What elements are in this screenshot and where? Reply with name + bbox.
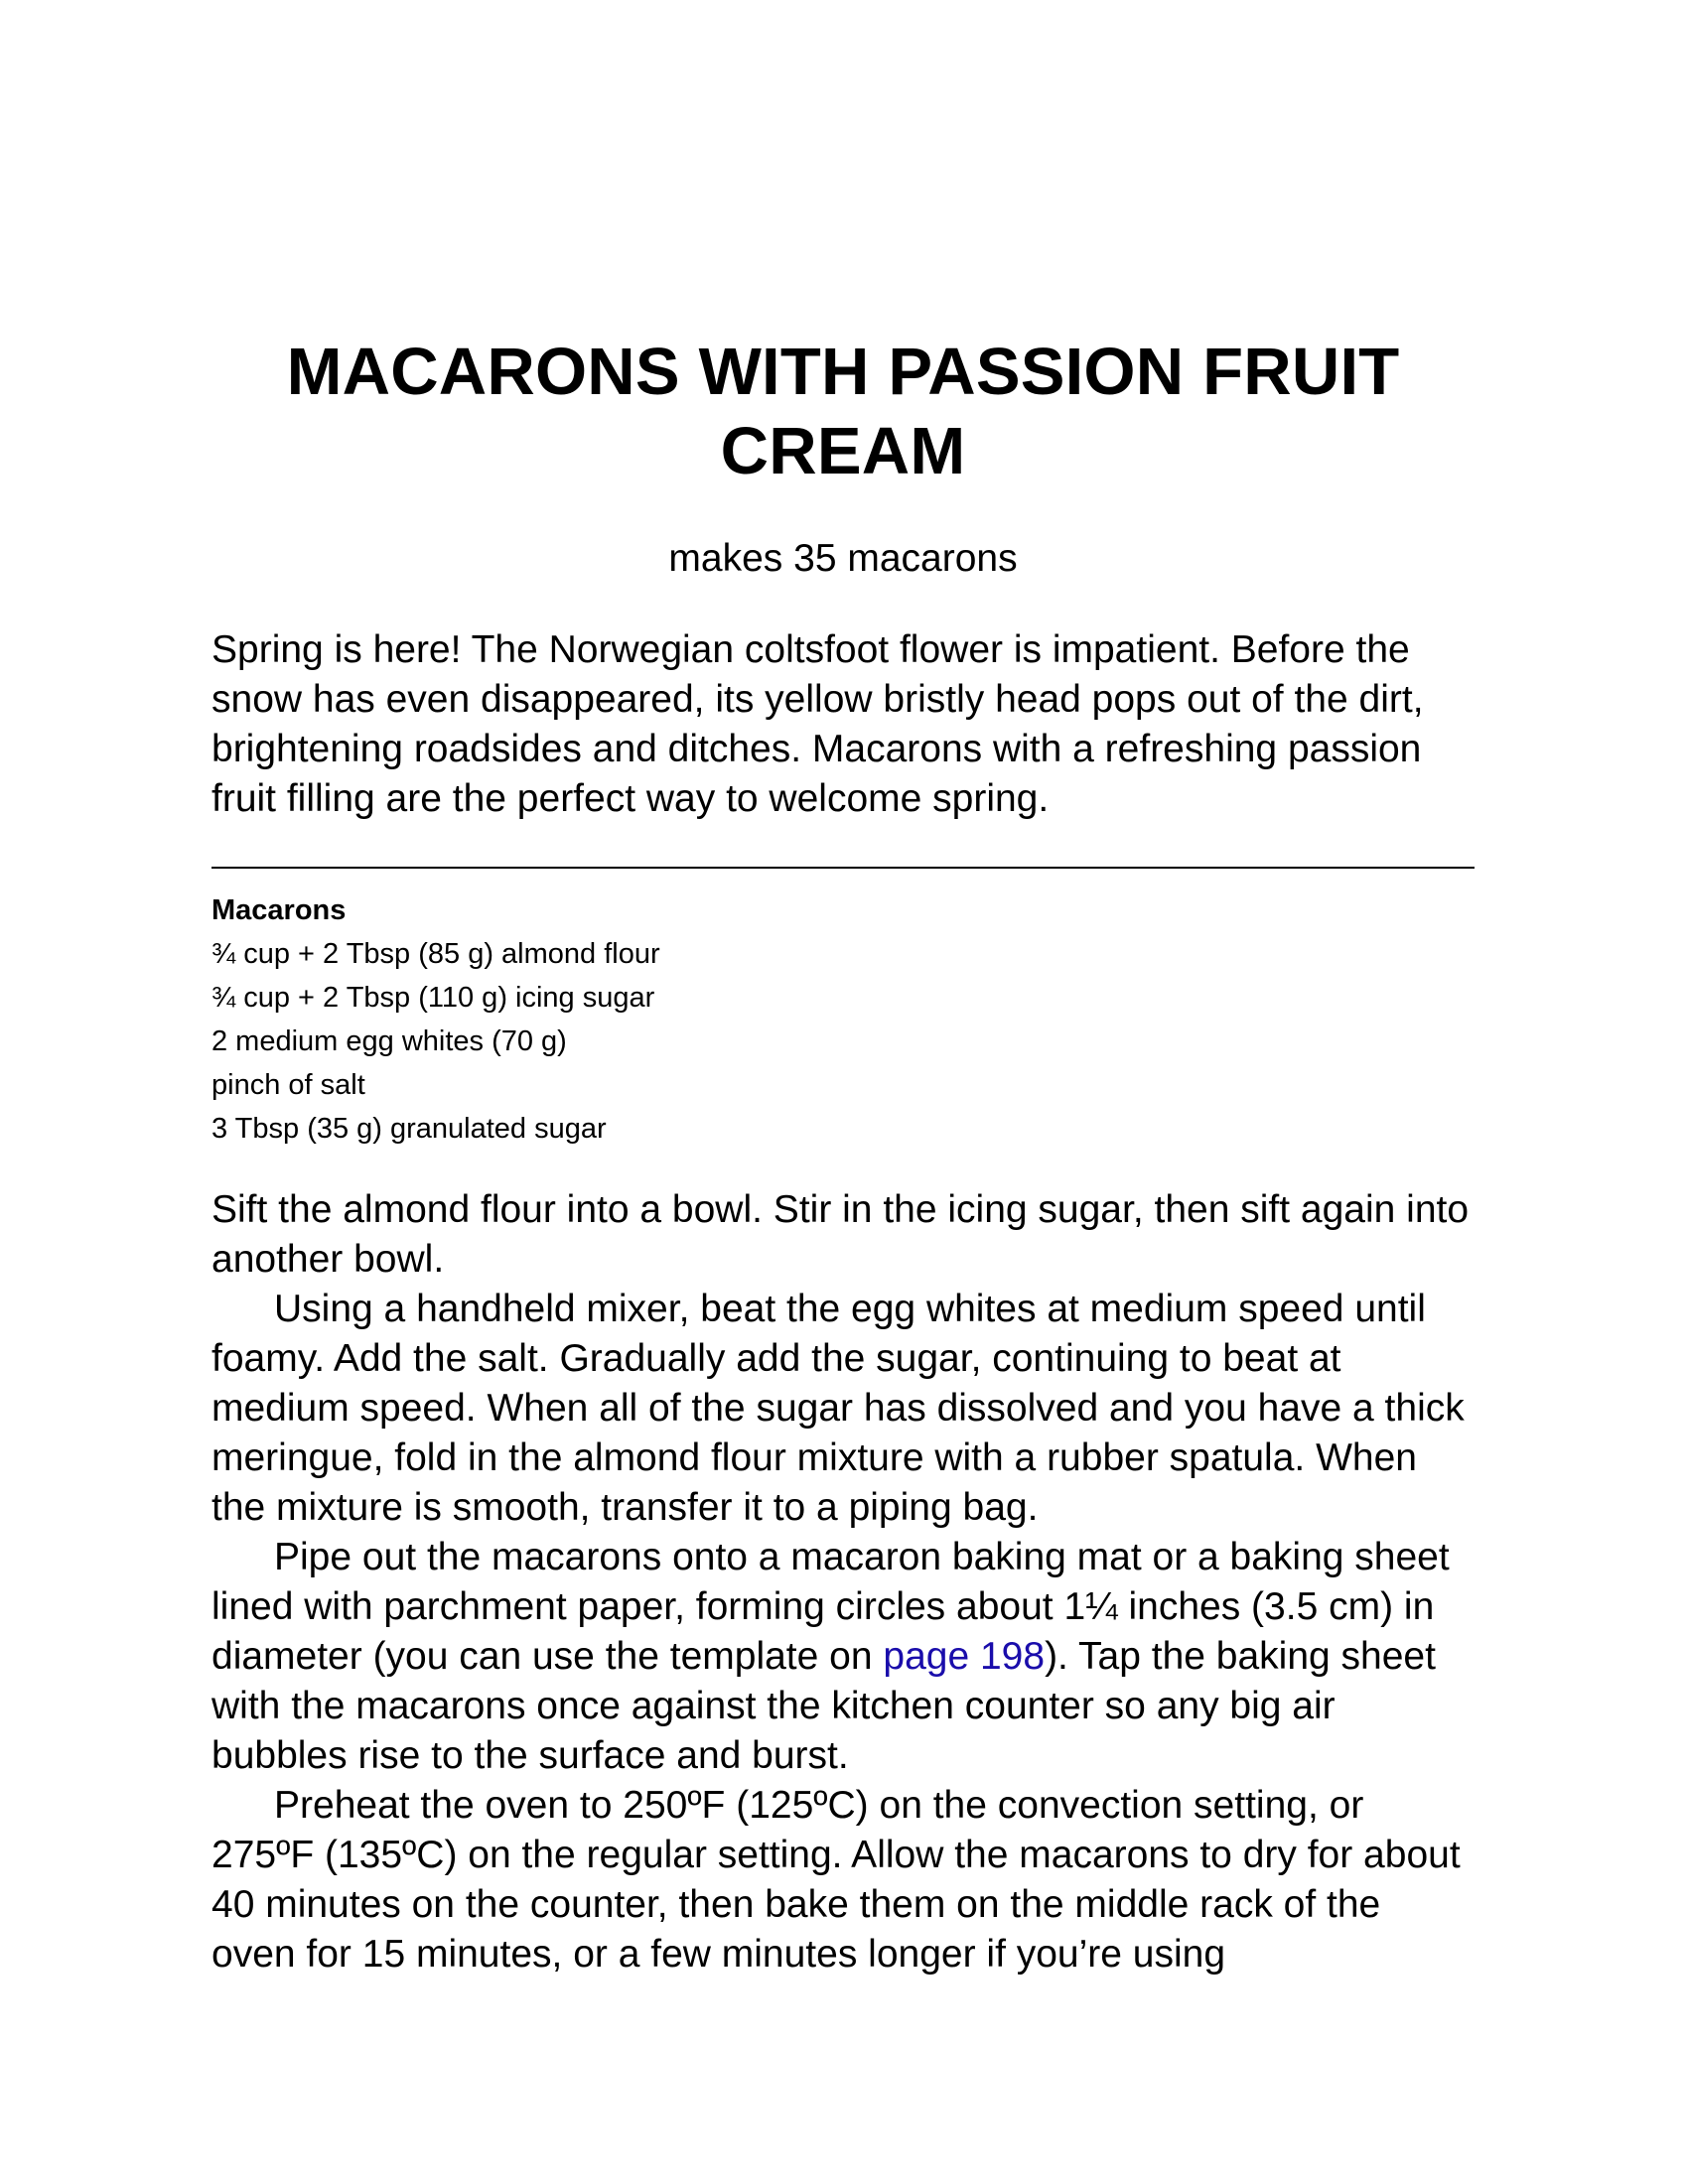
recipe-title [211, 333, 1475, 491]
recipe-title-line2: CREAM [720, 414, 966, 488]
ingredient-item: pinch of salt [211, 1069, 365, 1101]
ingredients-section [211, 888, 1475, 1151]
recipe-intro: Spring is here! The Norwegian coltsfoot flower is impatient. Before the snow has even disappeared, its yellow bristly head pops out of the dirt, brightening roadsides and ditches. Macarons with a refreshing passion fruit filling are the perfect way to welcome spring. [211, 628, 1424, 820]
method-section [211, 1185, 1475, 1979]
ingredient-item: ¾ cup + 2 Tbsp (110 g) icing sugar [211, 982, 655, 1014]
method-step-3-text-after: ). Tap the baking sheet with the macarons once against the kitchen counter so any big air bubbles rise to the surface and burst. [211, 1635, 1436, 1777]
ingredient-item: ¾ cup + 2 Tbsp (85 g) almond flour [211, 938, 660, 970]
method-step-3-text-before: Pipe out the macarons onto a macaron baking mat or a baking sheet lined with parchment paper, forming circles about 1¼ inches (3.5 cm) in diameter (you can use the template on [211, 1536, 1450, 1678]
method-step-1: Sift the almond flour into a bowl. Stir in the icing sugar, then sift again into another bowl. [211, 1188, 1470, 1281]
method-step-4: Preheat the oven to 250ºF (125ºC) on the convection setting, or 275ºF (135ºC) on the regular setting. Allow the macarons to dry for about 40 minutes on the counter, then bake them on the middle rack of the oven for 15 minutes, or a few minutes longer if you’re using [211, 1784, 1461, 1976]
ingredient-item: 2 medium egg whites (70 g) [211, 1025, 567, 1057]
ingredient-item: 3 Tbsp (35 g) granulated sugar [211, 1113, 607, 1145]
page-198-link[interactable]: page 198 [883, 1635, 1046, 1678]
method-step-3 [211, 1533, 1475, 1781]
ingredients-heading: Macarons [211, 894, 347, 926]
recipe-title-line1: MACARONS WITH PASSION FRUIT [286, 335, 1400, 409]
ingredients-list [211, 932, 1475, 1151]
section-divider [211, 867, 1475, 869]
recipe-yield: makes 35 macarons [668, 537, 1018, 580]
method-step-2: Using a handheld mixer, beat the egg whites at medium speed until foamy. Add the salt. Gradually add the sugar, continuing to beat at medium speed. When all of the sugar has dissolved and you have a thick meringue, fold in the almond flour mixture with a rubber spatula. When the mixture is smooth, transfer it to a piping bag. [211, 1288, 1465, 1529]
